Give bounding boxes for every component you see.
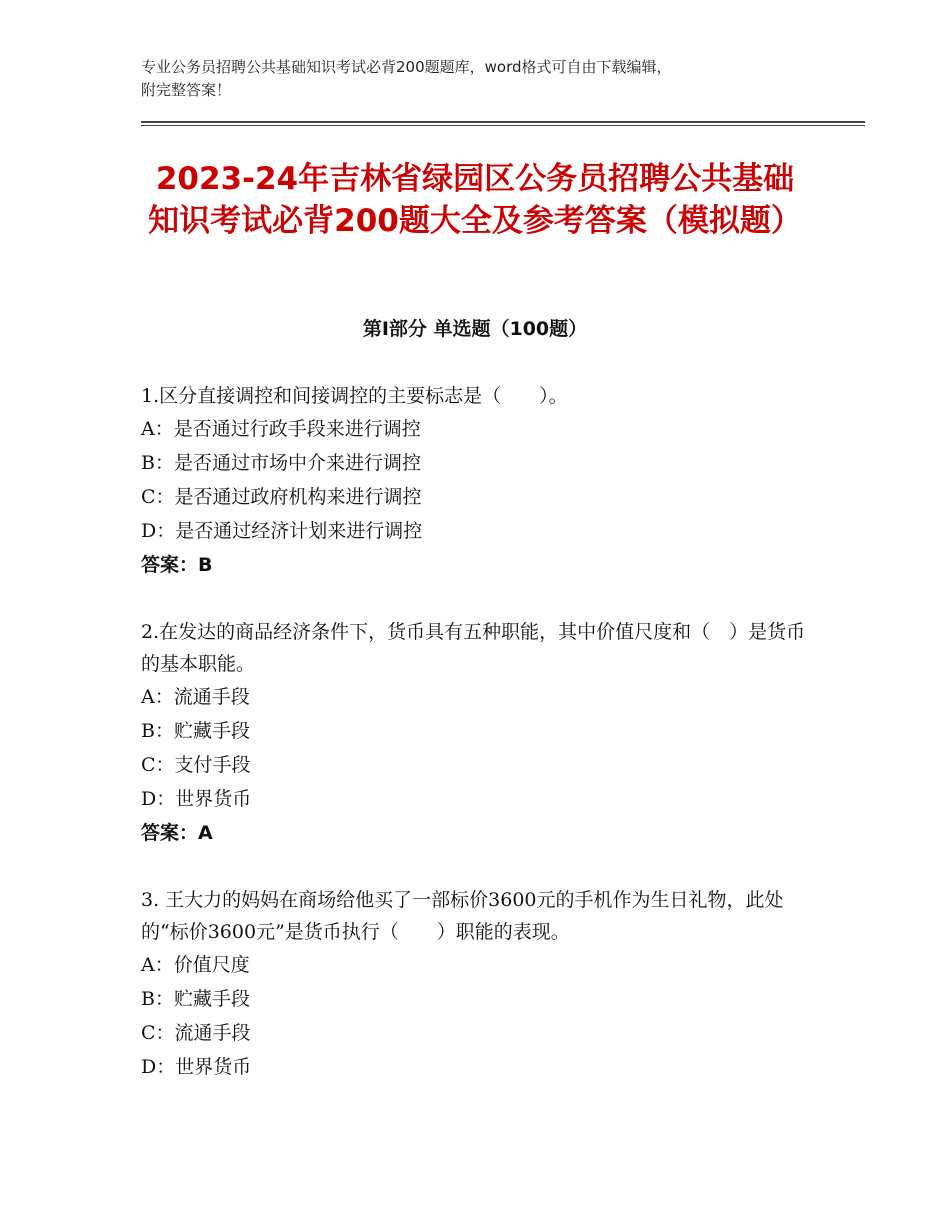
question-stem: 2.在发达的商品经济条件下，货币具有五种职能，其中价值尺度和（ ）是货币的基本职能。 bbox=[141, 621, 806, 675]
header-rule-thick bbox=[141, 121, 865, 123]
document-title: 2023-24年吉林省绿园区公务员招聘公共基础知识考试必背200题大全及参考答案（模拟题） bbox=[148, 161, 802, 239]
question-3 bbox=[141, 884, 809, 1084]
answer-line: 答案：B bbox=[141, 554, 213, 576]
option-b: B：贮藏手段 bbox=[141, 988, 250, 1010]
option-a: A：价值尺度 bbox=[141, 954, 250, 976]
option-a: A：是否通过行政手段来进行调控 bbox=[141, 418, 421, 440]
option-c: C：流通手段 bbox=[141, 1022, 251, 1044]
header-note-line-1: 专业公务员招聘公共基础知识考试必背200题题库，word格式可自由下载编辑， bbox=[141, 58, 672, 76]
question-stem: 3. 王大力的妈妈在商场给他买了一部标价3600元的手机作为生日礼物，此处的“标价3600元”是货币执行（ ）职能的表现。 bbox=[141, 889, 784, 943]
question-list bbox=[141, 380, 809, 1118]
header-note bbox=[141, 56, 821, 102]
option-c: C：支付手段 bbox=[141, 754, 251, 776]
header-rule-thin bbox=[141, 125, 865, 126]
answer-line: 答案：A bbox=[141, 822, 213, 844]
question-2 bbox=[141, 616, 809, 850]
header-note-line-2: 附完整答案！ bbox=[141, 81, 232, 99]
question-1 bbox=[141, 380, 809, 582]
option-c: C：是否通过政府机构来进行调控 bbox=[141, 486, 422, 508]
section-heading: 第Ⅰ部分 单选题（100题） bbox=[362, 318, 588, 340]
option-b: B：贮藏手段 bbox=[141, 720, 250, 742]
option-b: B：是否通过市场中介来进行调控 bbox=[141, 452, 421, 474]
question-stem: 1.区分直接调控和间接调控的主要标志是（ ）。 bbox=[141, 385, 568, 407]
option-d: D：是否通过经济计划来进行调控 bbox=[141, 520, 423, 542]
option-d: D：世界货币 bbox=[141, 788, 252, 810]
option-a: A：流通手段 bbox=[141, 686, 250, 708]
option-d: D：世界货币 bbox=[141, 1056, 252, 1078]
